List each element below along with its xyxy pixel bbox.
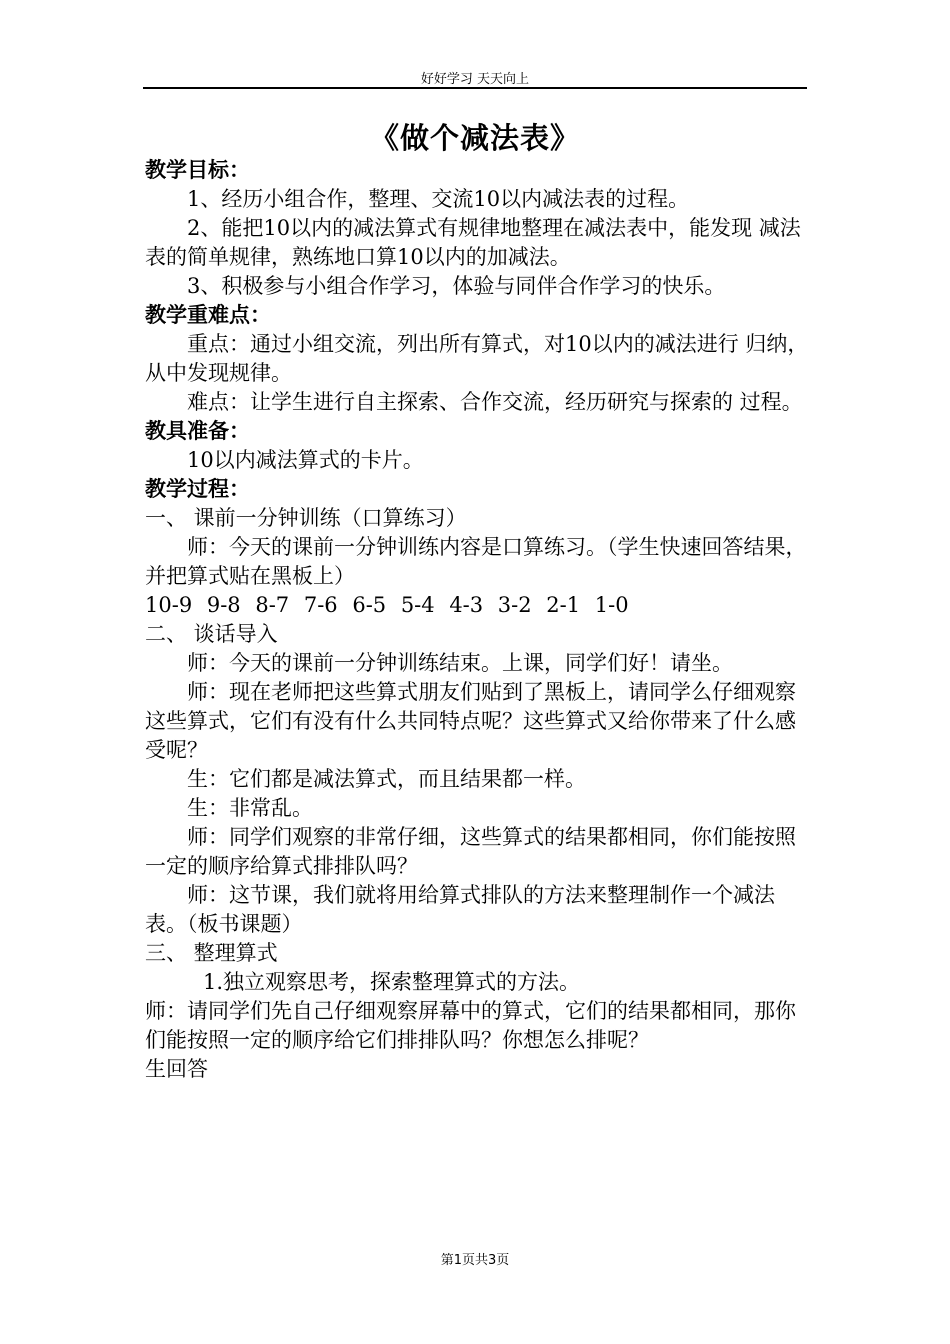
tools-text: 10以内减法算式的卡片。 bbox=[187, 448, 424, 472]
page-footer: 第1页共3页 bbox=[440, 1253, 510, 1268]
dialogue-paragraph: 师：同学们观察的非常仔细，这些算式的结果都相同，你们能按照一定的顺序给算式排排队吗？ bbox=[145, 825, 796, 878]
key-point: 重点：通过小组交流，列出所有算式，对10以内的减法进行 归纳，从中发现规律。 bbox=[145, 332, 809, 385]
section-heading-goals: 教学目标： bbox=[145, 158, 250, 182]
dialogue-paragraph: 生：非常乱。 bbox=[187, 796, 313, 820]
step-heading: 二、 谈话导入 bbox=[145, 622, 278, 646]
step-heading: 三、 整理算式 bbox=[145, 941, 278, 965]
sub-step: 1.独立观察思考，探索整理算式的方法。 bbox=[203, 970, 581, 994]
goal-item: 1、经历小组合作，整理、交流10以内减法表的过程。 bbox=[187, 187, 690, 211]
dialogue-paragraph: 生：它们都是减法算式，而且结果都一样。 bbox=[187, 767, 586, 791]
difficult-point: 难点：让学生进行自主探索、合作交流，经历研究与探索的 过程。 bbox=[187, 390, 803, 414]
section-heading-process: 教学过程： bbox=[145, 477, 250, 501]
dialogue-paragraph: 师：今天的课前一分钟训练结束。上课，同学们好！请坐。 bbox=[187, 651, 733, 675]
dialogue-paragraph: 师：请同学们先自己仔细观察屏幕中的算式，它们的结果都相同，那你们能按照一定的顺序给它们排排队吗？你想怎么排呢？ bbox=[145, 999, 796, 1052]
step-paragraph: 师：今天的课前一分钟训练内容是口算练习。（学生快速回答结果，并把算式贴在黑板上） bbox=[145, 535, 807, 588]
calc-list: 10-9 9-8 8-7 7-6 6-5 5-4 4-3 3-2 2-1 1-0 bbox=[145, 593, 629, 617]
document-title: 《做个减法表》 bbox=[369, 121, 580, 155]
goal-item: 3、积极参与小组合作学习，体验与同伴合作学习的快乐。 bbox=[187, 274, 726, 298]
page-header: 好好学习 天天向上 bbox=[420, 72, 530, 87]
section-heading-key-points: 教学重难点： bbox=[145, 303, 271, 327]
document-body bbox=[145, 156, 810, 1084]
student-answer: 生回答 bbox=[145, 1057, 208, 1081]
goal-item: 2、能把10以内的减法算式有规律地整理在减法表中，能发现 减法表的简单规律，熟练地口算10以内的加减法。 bbox=[145, 216, 801, 269]
dialogue-paragraph: 师：这节课，我们就将用给算式排队的方法来整理制作一个减法表。（板书课题） bbox=[145, 883, 775, 936]
step-heading: 一、 课前一分钟训练（口算练习） bbox=[145, 506, 467, 530]
section-heading-tools: 教具准备： bbox=[145, 419, 250, 443]
header-divider bbox=[143, 87, 807, 89]
dialogue-paragraph: 师：现在老师把这些算式朋友们贴到了黑板上，请同学么仔细观察这些算式，它们有没有什么共同特点呢？这些算式又给你带来了什么感受呢？ bbox=[145, 680, 796, 762]
